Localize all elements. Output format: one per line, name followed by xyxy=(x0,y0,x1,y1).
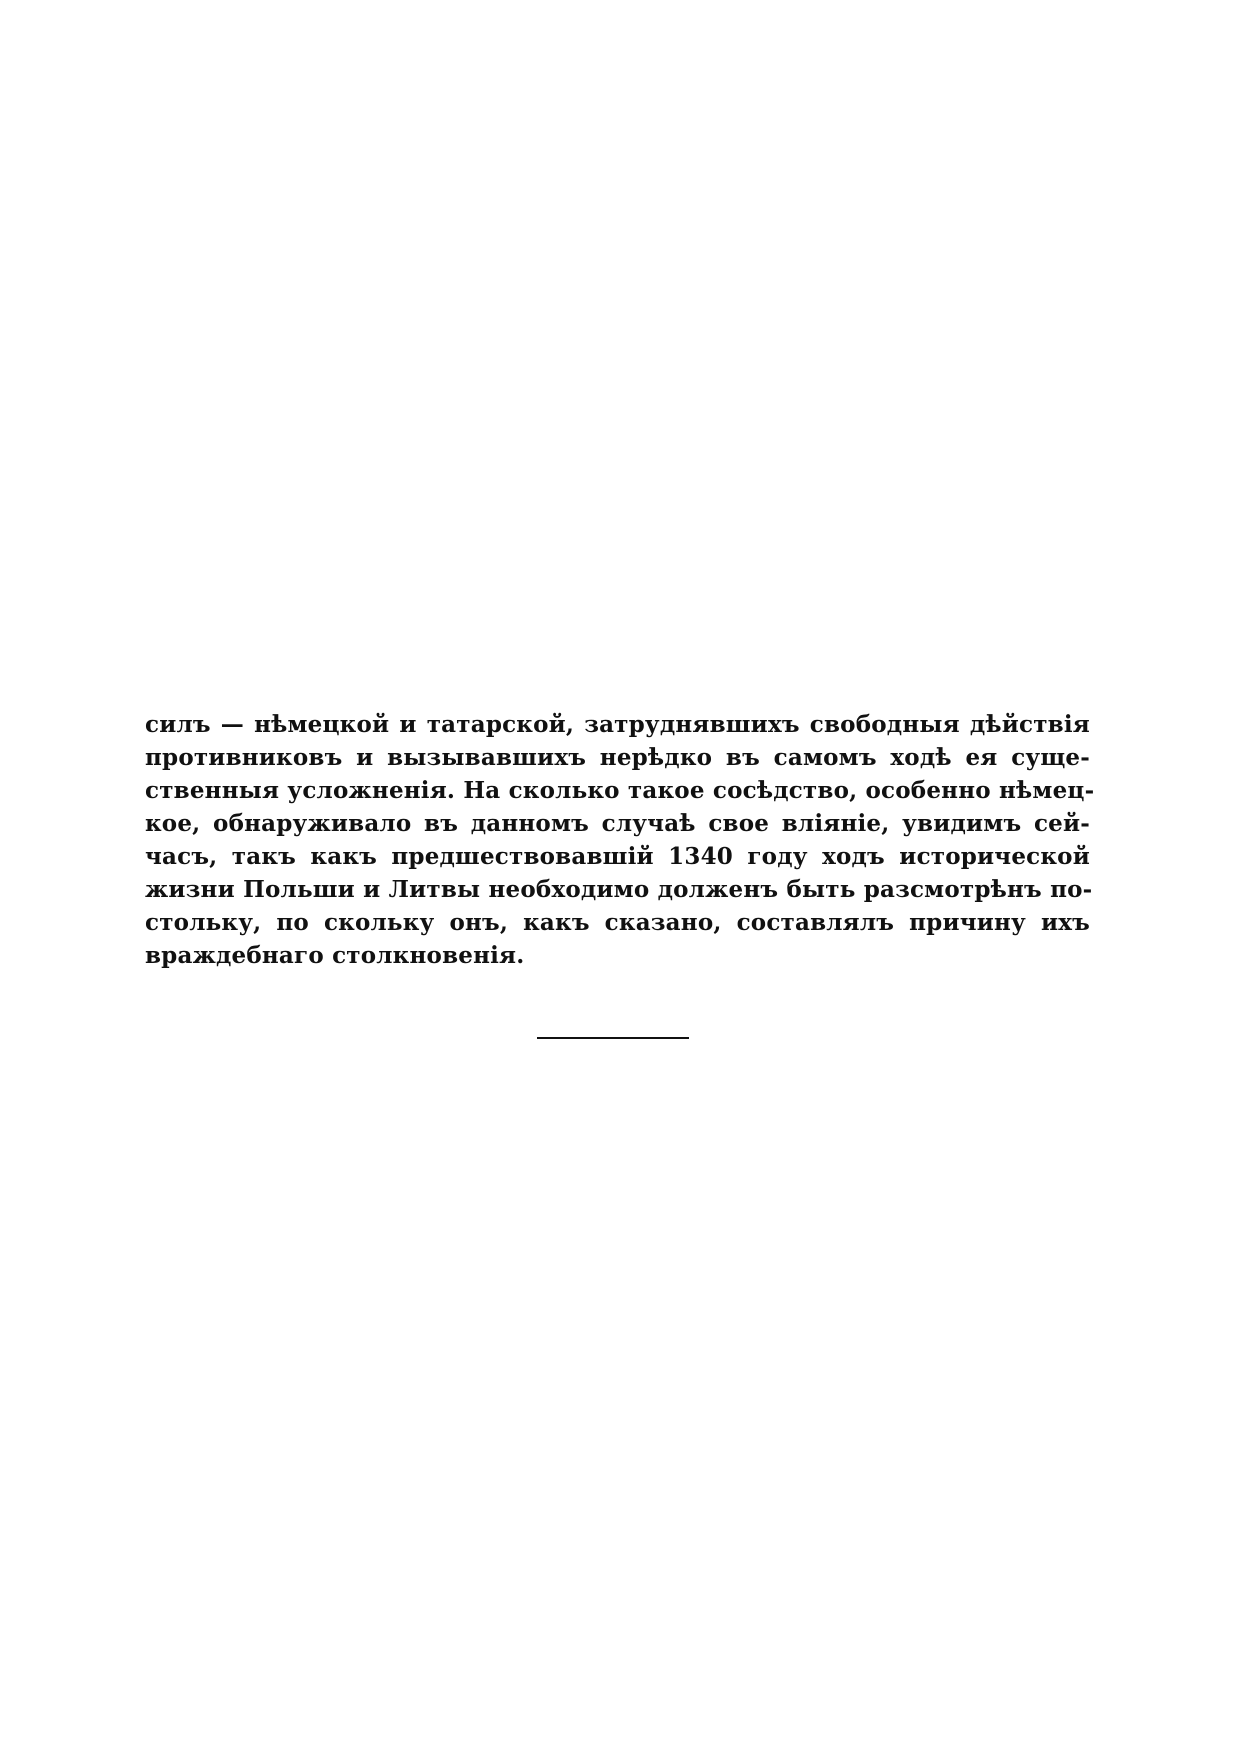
paragraph-line: силъ — нѣмецкой и татарской, затруднявшихъ свободныя дѣйствія xyxy=(145,711,1090,738)
body-paragraph xyxy=(145,708,1095,972)
paragraph-line: противниковъ и вызывавшихъ нерѣдко въ самомъ ходѣ ея суще- xyxy=(145,744,1090,771)
paragraph-line: кое, обнаруживало въ данномъ случаѣ свое вліяніе, увидимъ сей- xyxy=(145,810,1090,837)
paragraph-line: враждебнаго столкновенія. xyxy=(145,942,525,969)
paragraph-line: ственныя усложненія. На сколько такое сосѣдство, особенно нѣмец- xyxy=(145,777,1095,804)
paragraph-line: жизни Польши и Литвы необходимо долженъ быть разсмотрѣнъ по- xyxy=(145,876,1093,903)
paragraph-line: часъ, такъ какъ предшествовавшій 1340 году ходъ исторической xyxy=(145,843,1090,870)
paragraph-line: стольку, по скольку онъ, какъ сказано, составлялъ причину ихъ xyxy=(145,909,1090,936)
section-divider-rule xyxy=(537,1037,689,1039)
